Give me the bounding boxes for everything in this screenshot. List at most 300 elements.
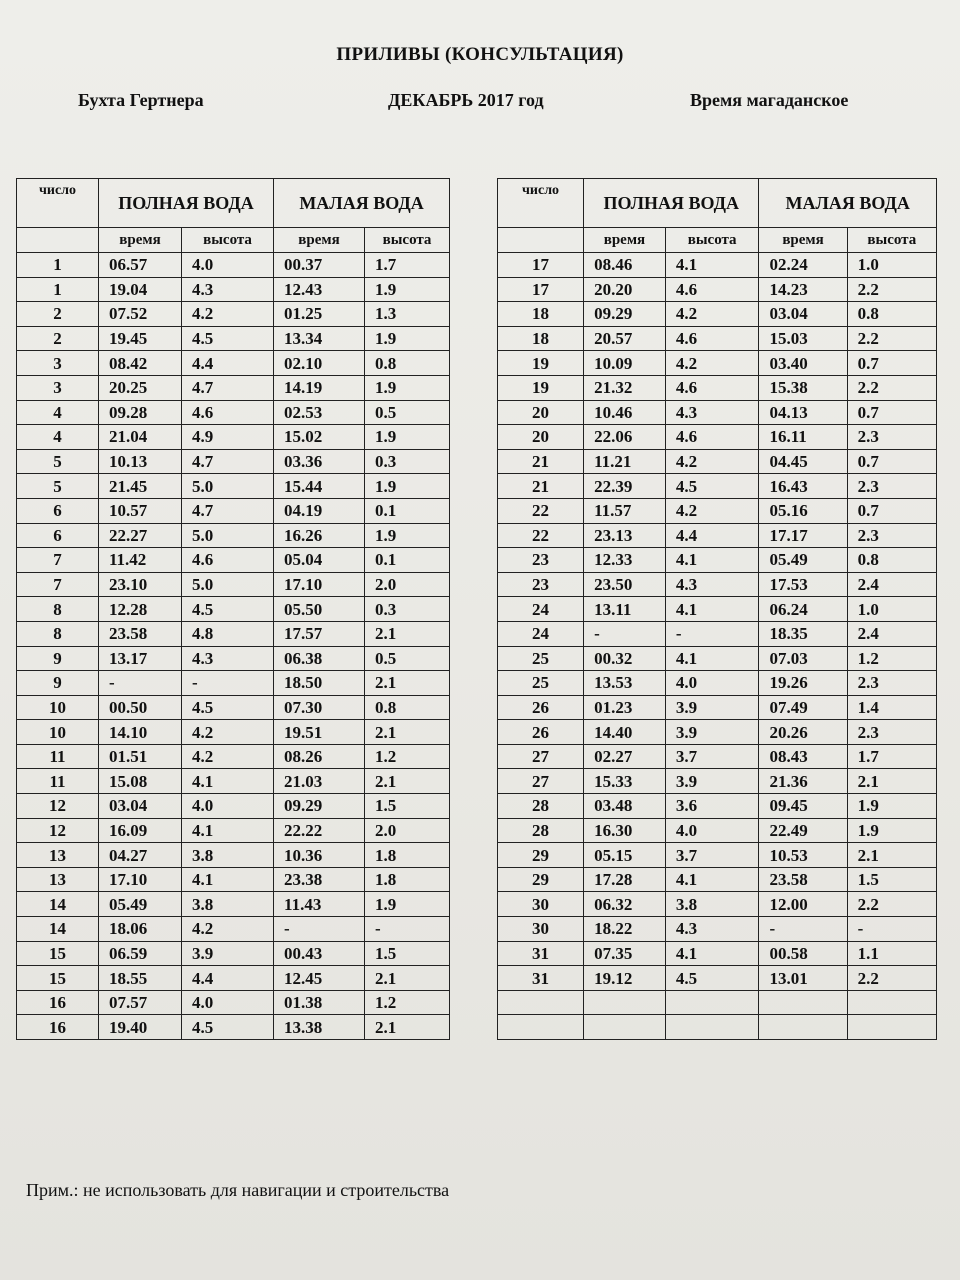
- low-water-height-cell: 0.8: [365, 351, 450, 376]
- low-water-time-cell: 00.58: [759, 941, 847, 966]
- low-water-header: МАЛАЯ ВОДА: [759, 179, 937, 228]
- low-water-time-cell: 15.02: [274, 425, 365, 450]
- low-water-height-cell: 1.0: [847, 597, 936, 622]
- height-header: высота: [182, 228, 274, 253]
- low-water-height-cell: 1.5: [365, 941, 450, 966]
- high-water-time-cell: 01.23: [584, 695, 666, 720]
- table-row: [17, 794, 450, 819]
- day-cell: 7: [17, 548, 99, 573]
- high-water-height-cell: 4.1: [665, 646, 759, 671]
- table-row: [17, 425, 450, 450]
- day-cell: 31: [498, 941, 584, 966]
- low-water-height-cell: 1.2: [365, 990, 450, 1015]
- table-row: [17, 990, 450, 1015]
- low-water-time-cell: 03.04: [759, 302, 847, 327]
- day-header: число: [17, 179, 99, 228]
- low-water-time-cell: 21.03: [274, 769, 365, 794]
- day-subheader: [17, 228, 99, 253]
- high-water-height-cell: 4.2: [665, 449, 759, 474]
- low-water-height-cell: 2.1: [365, 1015, 450, 1040]
- low-water-height-cell: 0.5: [365, 400, 450, 425]
- high-water-height-cell: 4.0: [182, 253, 274, 278]
- low-water-time-cell: 13.01: [759, 966, 847, 991]
- table-row: [498, 523, 937, 548]
- low-water-time-cell: 18.50: [274, 671, 365, 696]
- high-water-time-cell: 10.46: [584, 400, 666, 425]
- high-water-time-cell: 14.10: [99, 720, 182, 745]
- high-water-header: ПОЛНАЯ ВОДА: [584, 179, 759, 228]
- low-water-time-cell: 13.38: [274, 1015, 365, 1040]
- low-water-height-cell: -: [847, 917, 936, 942]
- low-water-time-cell: 22.22: [274, 818, 365, 843]
- low-water-height-cell: 1.5: [847, 867, 936, 892]
- location-label: Бухта Гертнера: [78, 90, 204, 110]
- day-subheader: [498, 228, 584, 253]
- day-cell: 24: [498, 621, 584, 646]
- day-cell: 29: [498, 867, 584, 892]
- low-water-time-cell: 20.26: [759, 720, 847, 745]
- table-row: [498, 917, 937, 942]
- high-water-time-cell: 13.17: [99, 646, 182, 671]
- high-water-height-cell: 4.0: [665, 818, 759, 843]
- low-water-time-cell: 02.10: [274, 351, 365, 376]
- day-cell: 13: [17, 867, 99, 892]
- high-water-time-cell: 16.09: [99, 818, 182, 843]
- table-row: [17, 474, 450, 499]
- table-row: [17, 966, 450, 991]
- day-cell: 19: [498, 351, 584, 376]
- high-water-time-cell: 14.40: [584, 720, 666, 745]
- low-water-time-cell: 05.04: [274, 548, 365, 573]
- high-water-time-cell: 21.04: [99, 425, 182, 450]
- day-cell: 24: [498, 597, 584, 622]
- table-row: [17, 769, 450, 794]
- table-row: [498, 966, 937, 991]
- high-water-time-cell: 09.29: [584, 302, 666, 327]
- high-water-time-cell: 22.27: [99, 523, 182, 548]
- low-water-time-cell: 17.17: [759, 523, 847, 548]
- day-cell: 13: [17, 843, 99, 868]
- high-water-height-cell: 4.8: [182, 621, 274, 646]
- low-water-time-cell: 16.43: [759, 474, 847, 499]
- low-water-height-cell: 1.8: [365, 867, 450, 892]
- low-water-height-cell: 2.2: [847, 375, 936, 400]
- day-cell: 10: [17, 720, 99, 745]
- low-water-height-cell: 1.5: [365, 794, 450, 819]
- high-water-height-cell: 4.5: [665, 474, 759, 499]
- high-water-time-cell: 19.12: [584, 966, 666, 991]
- high-water-time-cell: 19.45: [99, 326, 182, 351]
- high-water-height-cell: 4.7: [182, 449, 274, 474]
- day-cell: 27: [498, 769, 584, 794]
- time-header: время: [759, 228, 847, 253]
- high-water-time-cell: 13.53: [584, 671, 666, 696]
- table-row: [17, 1015, 450, 1040]
- high-water-height-cell: 3.7: [665, 843, 759, 868]
- low-water-time-cell: 04.19: [274, 498, 365, 523]
- low-water-time-cell: 23.38: [274, 867, 365, 892]
- table-row: [17, 720, 450, 745]
- low-water-time-cell: 07.49: [759, 695, 847, 720]
- day-cell: 25: [498, 671, 584, 696]
- low-water-time-cell: 02.24: [759, 253, 847, 278]
- day-cell: 26: [498, 695, 584, 720]
- low-water-time-cell: 11.43: [274, 892, 365, 917]
- high-water-height-cell: 4.6: [182, 548, 274, 573]
- high-water-height-cell: 4.7: [182, 375, 274, 400]
- high-water-height-cell: 4.1: [182, 769, 274, 794]
- high-water-time-cell: 17.28: [584, 867, 666, 892]
- high-water-time-cell: [584, 990, 666, 1015]
- low-water-height-cell: 0.3: [365, 449, 450, 474]
- table-row: [498, 302, 937, 327]
- low-water-time-cell: 12.43: [274, 277, 365, 302]
- high-water-time-cell: -: [99, 671, 182, 696]
- low-water-height-cell: 1.9: [365, 523, 450, 548]
- high-water-time-cell: 05.15: [584, 843, 666, 868]
- table-row: [17, 867, 450, 892]
- low-water-time-cell: 17.10: [274, 572, 365, 597]
- day-cell: 19: [498, 375, 584, 400]
- low-water-height-cell: [847, 990, 936, 1015]
- table-row: [498, 720, 937, 745]
- table-row: [17, 302, 450, 327]
- high-water-time-cell: 23.13: [584, 523, 666, 548]
- high-water-height-cell: 3.7: [665, 744, 759, 769]
- low-water-height-cell: 1.9: [365, 277, 450, 302]
- high-water-time-cell: -: [584, 621, 666, 646]
- low-water-time-cell: 19.51: [274, 720, 365, 745]
- low-water-height-cell: 2.1: [365, 966, 450, 991]
- day-cell: 4: [17, 425, 99, 450]
- high-water-time-cell: 06.32: [584, 892, 666, 917]
- table-row: [17, 351, 450, 376]
- tide-rows-left: [17, 253, 450, 1040]
- tide-table-left: [16, 178, 450, 1040]
- low-water-height-cell: 1.2: [847, 646, 936, 671]
- low-water-time-cell: 10.53: [759, 843, 847, 868]
- day-cell: 18: [498, 302, 584, 327]
- high-water-height-cell: 5.0: [182, 523, 274, 548]
- day-cell: 1: [17, 253, 99, 278]
- low-water-time-cell: 03.40: [759, 351, 847, 376]
- high-water-height-cell: 3.9: [182, 941, 274, 966]
- day-cell: 21: [498, 449, 584, 474]
- table-row: [498, 326, 937, 351]
- high-water-time-cell: 18.55: [99, 966, 182, 991]
- day-cell: 7: [17, 572, 99, 597]
- day-cell: [498, 990, 584, 1015]
- low-water-height-cell: 0.3: [365, 597, 450, 622]
- high-water-height-cell: 4.0: [665, 671, 759, 696]
- high-water-time-cell: 07.52: [99, 302, 182, 327]
- day-cell: 31: [498, 966, 584, 991]
- table-row: [17, 941, 450, 966]
- low-water-height-cell: 2.4: [847, 572, 936, 597]
- low-water-time-cell: 22.49: [759, 818, 847, 843]
- day-cell: 28: [498, 818, 584, 843]
- day-cell: 12: [17, 818, 99, 843]
- low-water-time-cell: 02.53: [274, 400, 365, 425]
- table-row: [17, 523, 450, 548]
- day-cell: 18: [498, 326, 584, 351]
- day-cell: 9: [17, 671, 99, 696]
- table-row: [498, 425, 937, 450]
- low-water-time-cell: 01.38: [274, 990, 365, 1015]
- high-water-height-cell: 3.9: [665, 769, 759, 794]
- low-water-height-cell: 2.2: [847, 966, 936, 991]
- low-water-time-cell: 12.45: [274, 966, 365, 991]
- low-water-time-cell: 01.25: [274, 302, 365, 327]
- day-cell: 4: [17, 400, 99, 425]
- low-water-height-cell: 2.3: [847, 523, 936, 548]
- low-water-height-cell: 1.4: [847, 695, 936, 720]
- day-cell: 23: [498, 548, 584, 573]
- day-cell: 11: [17, 769, 99, 794]
- low-water-time-cell: 06.24: [759, 597, 847, 622]
- table-row: [498, 351, 937, 376]
- day-cell: 23: [498, 572, 584, 597]
- low-water-time-cell: 09.45: [759, 794, 847, 819]
- high-water-time-cell: 12.33: [584, 548, 666, 573]
- low-water-height-cell: 0.8: [847, 302, 936, 327]
- low-water-time-cell: 16.26: [274, 523, 365, 548]
- high-water-time-cell: 13.11: [584, 597, 666, 622]
- high-water-time-cell: 19.04: [99, 277, 182, 302]
- table-row: [17, 572, 450, 597]
- high-water-height-cell: 4.9: [182, 425, 274, 450]
- table-row: [498, 671, 937, 696]
- table-row: [17, 277, 450, 302]
- low-water-time-cell: 08.26: [274, 744, 365, 769]
- table-row: [17, 671, 450, 696]
- low-water-header: МАЛАЯ ВОДА: [274, 179, 450, 228]
- low-water-height-cell: 2.3: [847, 425, 936, 450]
- high-water-height-cell: 4.4: [665, 523, 759, 548]
- low-water-height-cell: 2.1: [365, 769, 450, 794]
- day-cell: 11: [17, 744, 99, 769]
- low-water-time-cell: 00.37: [274, 253, 365, 278]
- high-water-height-cell: 4.1: [665, 941, 759, 966]
- day-cell: 8: [17, 597, 99, 622]
- table-row: [17, 253, 450, 278]
- day-cell: 27: [498, 744, 584, 769]
- high-water-height-cell: 4.2: [665, 351, 759, 376]
- low-water-time-cell: 10.36: [274, 843, 365, 868]
- high-water-time-cell: 00.50: [99, 695, 182, 720]
- table-row: [17, 326, 450, 351]
- high-water-height-cell: -: [665, 621, 759, 646]
- low-water-height-cell: 2.0: [365, 818, 450, 843]
- high-water-time-cell: 07.35: [584, 941, 666, 966]
- high-water-time-cell: 03.48: [584, 794, 666, 819]
- low-water-time-cell: 08.43: [759, 744, 847, 769]
- low-water-time-cell: [759, 1015, 847, 1040]
- low-water-height-cell: 0.7: [847, 498, 936, 523]
- low-water-height-cell: 1.1: [847, 941, 936, 966]
- low-water-height-cell: 0.1: [365, 498, 450, 523]
- low-water-time-cell: 15.03: [759, 326, 847, 351]
- table-row: [498, 794, 937, 819]
- table-row: [17, 621, 450, 646]
- high-water-time-cell: 15.08: [99, 769, 182, 794]
- table-row: [498, 375, 937, 400]
- high-water-time-cell: 18.22: [584, 917, 666, 942]
- high-water-time-cell: 08.42: [99, 351, 182, 376]
- time-header: время: [99, 228, 182, 253]
- high-water-time-cell: 20.57: [584, 326, 666, 351]
- low-water-height-cell: 1.9: [365, 326, 450, 351]
- high-water-time-cell: 02.27: [584, 744, 666, 769]
- high-water-height-cell: 4.3: [182, 277, 274, 302]
- low-water-height-cell: 2.3: [847, 720, 936, 745]
- low-water-height-cell: 1.9: [365, 375, 450, 400]
- low-water-height-cell: 0.8: [365, 695, 450, 720]
- low-water-height-cell: 2.1: [847, 769, 936, 794]
- table-row: [498, 572, 937, 597]
- low-water-time-cell: 21.36: [759, 769, 847, 794]
- day-cell: 8: [17, 621, 99, 646]
- high-water-time-cell: 21.45: [99, 474, 182, 499]
- table-row: [498, 646, 937, 671]
- high-water-height-cell: 4.1: [665, 253, 759, 278]
- low-water-height-cell: [847, 1015, 936, 1040]
- high-water-time-cell: 20.20: [584, 277, 666, 302]
- day-cell: 21: [498, 474, 584, 499]
- low-water-height-cell: 2.2: [847, 892, 936, 917]
- day-cell: 14: [17, 892, 99, 917]
- low-water-height-cell: 2.2: [847, 277, 936, 302]
- high-water-time-cell: 15.33: [584, 769, 666, 794]
- height-header: высота: [847, 228, 936, 253]
- low-water-time-cell: [759, 990, 847, 1015]
- low-water-time-cell: 16.11: [759, 425, 847, 450]
- day-cell: 16: [17, 990, 99, 1015]
- low-water-height-cell: 1.0: [847, 253, 936, 278]
- low-water-time-cell: 06.38: [274, 646, 365, 671]
- high-water-height-cell: 3.6: [665, 794, 759, 819]
- low-water-height-cell: 2.2: [847, 326, 936, 351]
- day-cell: 28: [498, 794, 584, 819]
- high-water-height-cell: 5.0: [182, 572, 274, 597]
- high-water-time-cell: 11.42: [99, 548, 182, 573]
- day-cell: 1: [17, 277, 99, 302]
- low-water-height-cell: 0.7: [847, 449, 936, 474]
- high-water-height-cell: 4.2: [182, 720, 274, 745]
- table-row: [17, 400, 450, 425]
- day-cell: 25: [498, 646, 584, 671]
- table-row: [17, 843, 450, 868]
- low-water-time-cell: 00.43: [274, 941, 365, 966]
- high-water-height-cell: 4.1: [182, 818, 274, 843]
- table-row: [17, 892, 450, 917]
- high-water-time-cell: 03.04: [99, 794, 182, 819]
- low-water-time-cell: 13.34: [274, 326, 365, 351]
- high-water-height-cell: 4.3: [665, 917, 759, 942]
- high-water-time-cell: 23.10: [99, 572, 182, 597]
- low-water-time-cell: 05.49: [759, 548, 847, 573]
- low-water-height-cell: 2.1: [365, 621, 450, 646]
- table-row: [498, 941, 937, 966]
- low-water-height-cell: 2.3: [847, 671, 936, 696]
- table-row: [498, 277, 937, 302]
- low-water-time-cell: 07.03: [759, 646, 847, 671]
- low-water-height-cell: 1.8: [365, 843, 450, 868]
- table-row: [498, 597, 937, 622]
- high-water-height-cell: 4.7: [182, 498, 274, 523]
- high-water-time-cell: 10.09: [584, 351, 666, 376]
- high-water-time-cell: 00.32: [584, 646, 666, 671]
- table-row: [498, 253, 937, 278]
- high-water-height-cell: 4.5: [182, 1015, 274, 1040]
- high-water-time-cell: 05.49: [99, 892, 182, 917]
- table-row: [17, 498, 450, 523]
- day-cell: 15: [17, 966, 99, 991]
- table-row: [498, 695, 937, 720]
- high-water-time-cell: 20.25: [99, 375, 182, 400]
- day-cell: 2: [17, 326, 99, 351]
- day-cell: 15: [17, 941, 99, 966]
- day-cell: 20: [498, 400, 584, 425]
- month-label: ДЕКАБРЬ 2017 год: [388, 90, 544, 110]
- timezone-label: Время магаданское: [690, 90, 849, 110]
- table-row: [498, 744, 937, 769]
- low-water-height-cell: 0.7: [847, 351, 936, 376]
- low-water-height-cell: 1.9: [847, 818, 936, 843]
- low-water-time-cell: 04.13: [759, 400, 847, 425]
- high-water-height-cell: 4.3: [665, 400, 759, 425]
- high-water-height-cell: 4.0: [182, 794, 274, 819]
- high-water-time-cell: 10.13: [99, 449, 182, 474]
- day-cell: 22: [498, 498, 584, 523]
- high-water-height-cell: 4.1: [665, 867, 759, 892]
- height-header: высота: [365, 228, 450, 253]
- tide-rows-right: [498, 253, 937, 1040]
- height-header: высота: [665, 228, 759, 253]
- low-water-time-cell: 18.35: [759, 621, 847, 646]
- table-row: [498, 498, 937, 523]
- table-row: [498, 474, 937, 499]
- high-water-height-cell: 4.2: [182, 302, 274, 327]
- low-water-height-cell: 1.7: [365, 253, 450, 278]
- high-water-time-cell: 01.51: [99, 744, 182, 769]
- high-water-time-cell: 10.57: [99, 498, 182, 523]
- table-row: [17, 695, 450, 720]
- document-title: ПРИЛИВЫ (КОНСУЛЬТАЦИЯ): [336, 44, 624, 65]
- high-water-height-cell: 3.8: [182, 892, 274, 917]
- high-water-height-cell: 4.2: [665, 302, 759, 327]
- low-water-height-cell: 1.7: [847, 744, 936, 769]
- low-water-height-cell: 1.9: [365, 892, 450, 917]
- day-cell: 17: [498, 253, 584, 278]
- low-water-time-cell: 14.23: [759, 277, 847, 302]
- high-water-height-cell: 3.9: [665, 720, 759, 745]
- low-water-time-cell: 14.19: [274, 375, 365, 400]
- low-water-time-cell: 19.26: [759, 671, 847, 696]
- low-water-height-cell: 2.1: [847, 843, 936, 868]
- low-water-height-cell: 2.0: [365, 572, 450, 597]
- low-water-height-cell: 1.9: [365, 474, 450, 499]
- low-water-time-cell: 12.00: [759, 892, 847, 917]
- high-water-height-cell: 4.1: [665, 597, 759, 622]
- low-water-time-cell: 17.53: [759, 572, 847, 597]
- table-row: [498, 769, 937, 794]
- high-water-time-cell: 19.40: [99, 1015, 182, 1040]
- low-water-height-cell: -: [365, 917, 450, 942]
- low-water-height-cell: 2.3: [847, 474, 936, 499]
- high-water-time-cell: 06.57: [99, 253, 182, 278]
- day-cell: 5: [17, 449, 99, 474]
